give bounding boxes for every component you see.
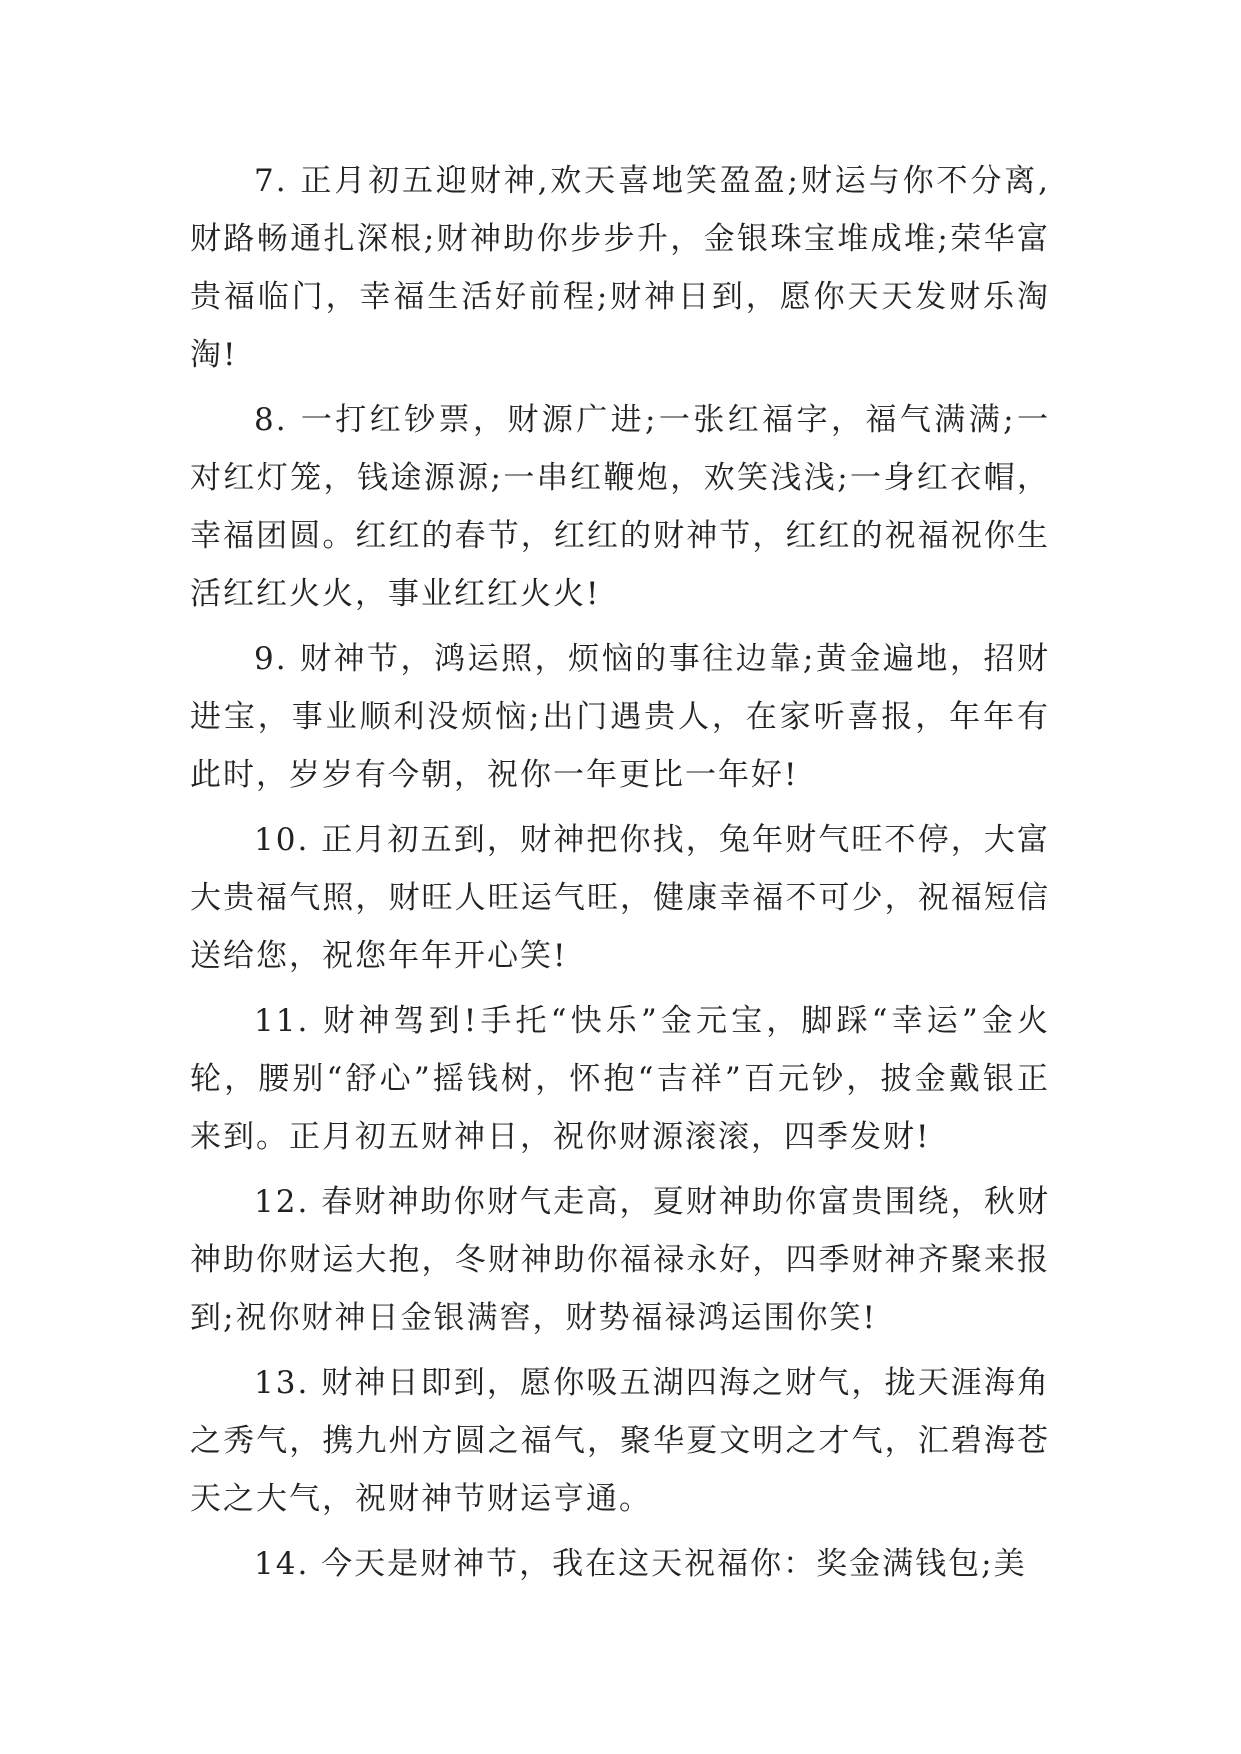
- paragraph-7: 7. 正月初五迎财神,欢天喜地笑盈盈;财运与你不分离,财路畅通扎深根;财神助你步步升，金银珠宝堆成堆;荣华富贵福临门，幸福生活好前程;财神日到，愿你天天发财乐淘淘!: [190, 163, 1050, 373]
- paragraph-12: 12. 春财神助你财气走高，夏财神助你富贵围绕，秋财神助你财运大抱，冬财神助你福禄永好，四季财神齐聚来报到;祝你财神日金银满窖，财势福禄鸿运围你笑!: [190, 1184, 1050, 1336]
- paragraph-9: 9. 财神节，鸿运照，烦恼的事往边靠;黄金遍地，招财进宝，事业顺利没烦恼;出门遇贵人，在家听喜报，年年有此时，岁岁有今朝，祝你一年更比一年好!: [190, 641, 1050, 793]
- paragraph-11: 11. 财神驾到!手托“快乐”金元宝，脚踩“幸运”金火轮，腰别“舒心”摇钱树，怀抱“吉祥”百元钞，披金戴银正来到。正月初五财神日，祝你财源滚滚，四季发财!: [190, 1003, 1050, 1155]
- paragraph-14: 14. 今天是财神节，我在这天祝福你：奖金满钱包;美: [254, 1546, 1027, 1582]
- paragraph-8: 8. 一打红钞票，财源广进;一张红福字，福气满满;一对红灯笼，钱途源源;一串红鞭炮，欢笑浅浅;一身红衣帽，幸福团圆。红红的春节，红红的财神节，红红的祝福祝你生活红红火火，事业红红火火!: [190, 402, 1050, 612]
- document-body: [190, 152, 1050, 1600]
- paragraph-13: 13. 财神日即到，愿你吸五湖四海之财气，拢天涯海角之秀气，携九州方圆之福气，聚华夏文明之才气，汇碧海苍天之大气，祝财神节财运亨通。: [190, 1365, 1050, 1517]
- paragraph-10: 10. 正月初五到，财神把你找，兔年财气旺不停，大富大贵福气照，财旺人旺运气旺，健康幸福不可少，祝福短信送给您，祝您年年开心笑!: [190, 822, 1050, 974]
